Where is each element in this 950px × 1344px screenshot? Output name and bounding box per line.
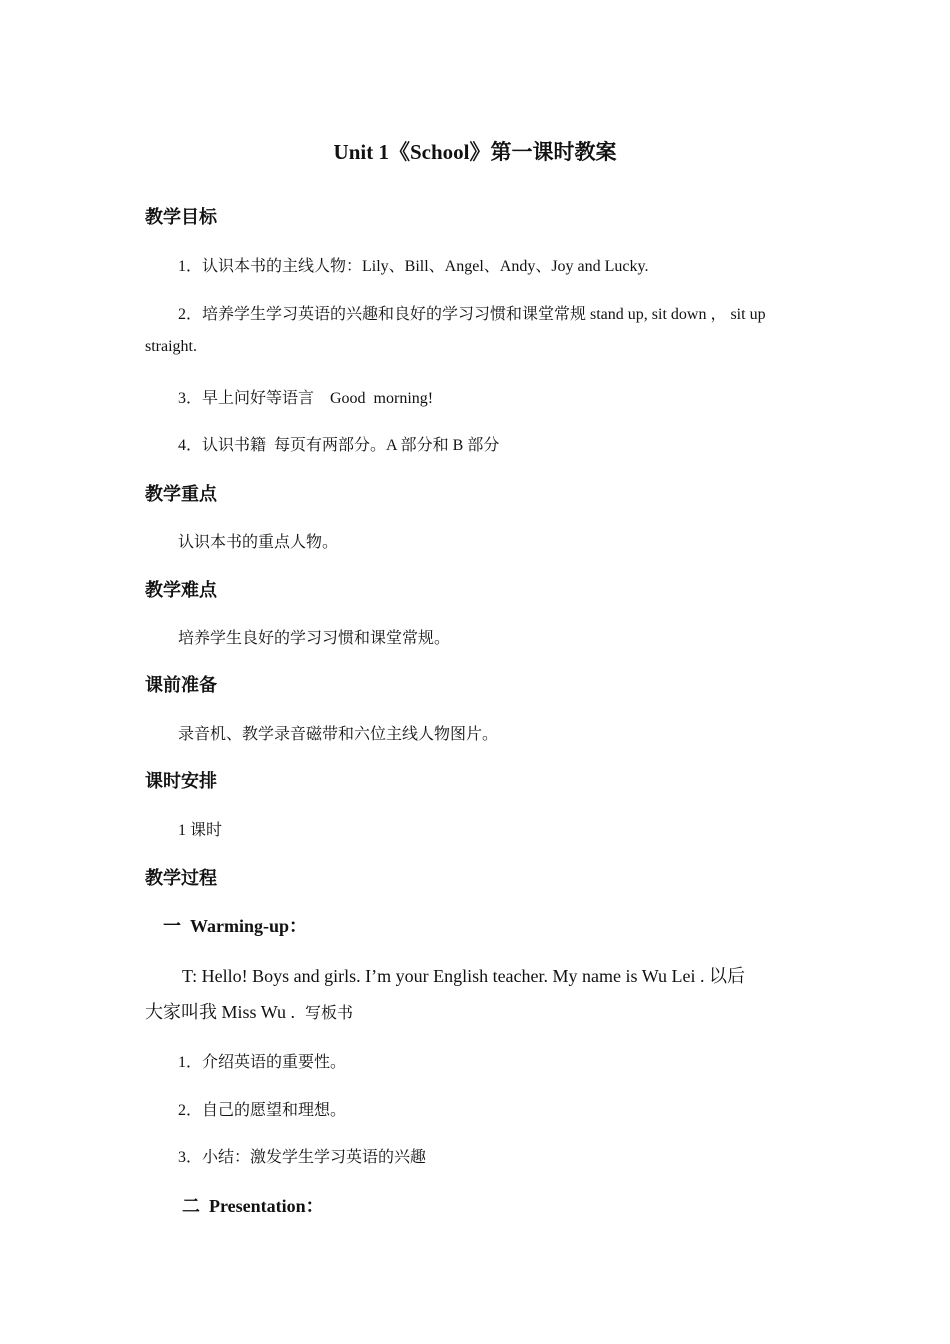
goal-item-3: 3．早上问好等语言 Good morning! [178,390,434,407]
goal-item-2: 2．培养学生学习英语的兴趣和良好的学习习惯和课堂常规 stand up, sit down ， sit up [178,306,766,323]
teacher-dialogue-line-2-text: 大家叫我 Miss Wu . [145,1002,295,1022]
heading-schedule: 课时安排 [145,771,217,791]
heading-difficulties: 教学难点 [145,580,217,600]
heading-warming-up: 一 Warming-up： [163,916,308,936]
goal-item-1: 1．认识本书的主线人物：Lily、Bill、Angel、Andy、Joy and Lucky. [178,258,649,275]
teacher-dialogue-line-2 [145,998,353,1024]
preparation-text: 录音机、教学录音磁带和六位主线人物图片。 [178,726,499,743]
heading-teaching-process: 教学过程 [145,868,217,888]
difficulties-text: 培养学生良好的学习习惯和课堂常规。 [178,630,451,647]
schedule-text: 1 课时 [178,822,223,839]
document-title: Unit 1《School》第一课时教案 [333,140,617,164]
heading-teaching-goals: 教学目标 [145,207,217,227]
heading-presentation: 二 Presentation： [182,1196,324,1216]
blackboard-note: 写板书 [304,1005,353,1022]
warmup-item-1: 1．介绍英语的重要性。 [178,1054,347,1071]
warmup-item-2: 2．自己的愿望和理想。 [178,1102,347,1119]
goal-item-2-continued: straight. [145,338,197,355]
heading-preparation: 课前准备 [145,675,217,695]
goal-item-4: 4．认识书籍 每页有两部分。A 部分和 B 部分 [178,437,500,454]
warmup-item-3: 3．小结：激发学生学习英语的兴趣 [178,1149,427,1166]
teacher-dialogue-line-1: T: Hello! Boys and girls. I’m your English teacher. My name is Wu Lei . 以后 [182,966,745,986]
key-points-text: 认识本书的重点人物。 [178,534,339,551]
heading-key-points: 教学重点 [145,484,217,504]
